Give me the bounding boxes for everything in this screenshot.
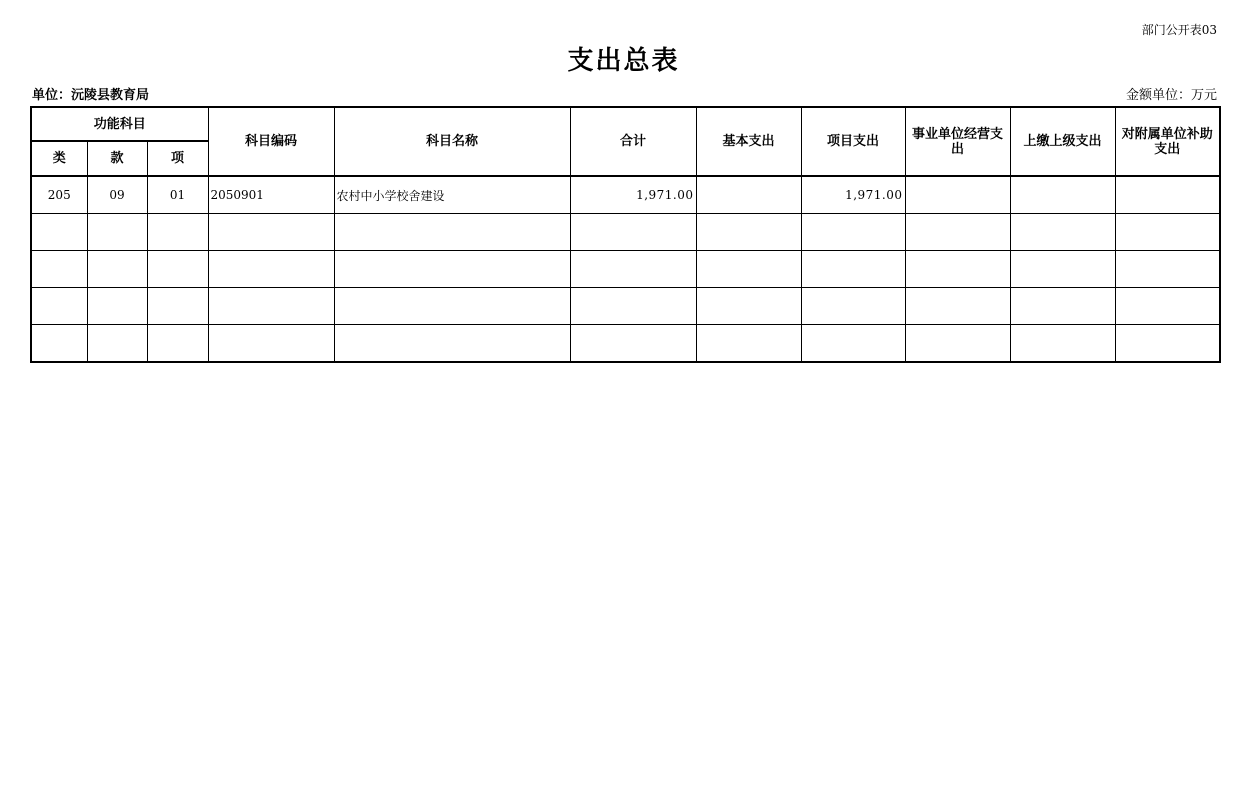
cell-name — [334, 325, 570, 363]
cell-name — [334, 251, 570, 288]
cell-lei: 205 — [31, 176, 87, 214]
cell-xiang — [147, 214, 208, 251]
header-xiang: 项 — [147, 141, 208, 176]
cell-kuan — [87, 325, 147, 363]
amount-unit-label: 金额单位：万元 — [1125, 88, 1217, 103]
cell-lei — [31, 325, 87, 363]
cell-xiang — [147, 251, 208, 288]
cell-code — [208, 251, 334, 288]
cell-code — [208, 325, 334, 363]
table-row — [31, 214, 1220, 251]
cell-basic — [696, 176, 801, 214]
cell-basic — [696, 288, 801, 325]
cell-basic — [696, 214, 801, 251]
cell-code — [208, 214, 334, 251]
cell-name — [334, 214, 570, 251]
cell-subsidiary — [1115, 251, 1220, 288]
cell-business — [905, 288, 1010, 325]
cell-project — [801, 325, 905, 363]
header-lei: 类 — [31, 141, 87, 176]
cell-business — [905, 214, 1010, 251]
page-title: 支出总表 — [567, 46, 680, 76]
cell-lei — [31, 251, 87, 288]
cell-business — [905, 251, 1010, 288]
cell-project: 1,971.00 — [801, 176, 905, 214]
cell-kuan — [87, 251, 147, 288]
form-code-label: 部门公开表03 — [1141, 23, 1217, 37]
cell-basic — [696, 325, 801, 363]
cell-total: 1,971.00 — [570, 176, 696, 214]
cell-code — [208, 288, 334, 325]
header-business-expenditure: 事业单位经营支出 — [905, 107, 1010, 176]
cell-project — [801, 251, 905, 288]
cell-subsidiary — [1115, 325, 1220, 363]
cell-name: 农村中小学校舍建设 — [334, 176, 570, 214]
table-row — [31, 251, 1220, 288]
cell-kuan — [87, 288, 147, 325]
cell-name — [334, 288, 570, 325]
cell-upper — [1010, 288, 1115, 325]
cell-upper — [1010, 251, 1115, 288]
cell-subsidiary — [1115, 176, 1220, 214]
cell-xiang — [147, 288, 208, 325]
header-function-subject: 功能科目 — [31, 107, 208, 141]
cell-lei — [31, 288, 87, 325]
header-project-expenditure: 项目支出 — [801, 107, 905, 176]
cell-xiang: 01 — [147, 176, 208, 214]
header-subject-name: 科目名称 — [334, 107, 570, 176]
cell-total — [570, 325, 696, 363]
cell-subsidiary — [1115, 214, 1220, 251]
header-upper-payment: 上缴上级支出 — [1010, 107, 1115, 176]
cell-subsidiary — [1115, 288, 1220, 325]
cell-project — [801, 288, 905, 325]
cell-total — [570, 214, 696, 251]
table-row — [31, 288, 1220, 325]
cell-kuan: 09 — [87, 176, 147, 214]
table-body — [31, 176, 1220, 362]
cell-upper — [1010, 214, 1115, 251]
cell-project — [801, 214, 905, 251]
cell-business — [905, 325, 1010, 363]
cell-code: 2050901 — [208, 176, 334, 214]
cell-upper — [1010, 325, 1115, 363]
expenditure-table — [30, 106, 1221, 363]
table-row — [31, 325, 1220, 363]
cell-total — [570, 288, 696, 325]
cell-basic — [696, 251, 801, 288]
cell-xiang — [147, 325, 208, 363]
table-header — [31, 107, 1220, 176]
cell-kuan — [87, 214, 147, 251]
cell-lei — [31, 214, 87, 251]
header-subsidiary-subsidy: 对附属单位补助支出 — [1115, 107, 1220, 176]
header-subject-code: 科目编码 — [208, 107, 334, 176]
table-row — [31, 176, 1220, 214]
cell-upper — [1010, 176, 1115, 214]
header-total: 合计 — [570, 107, 696, 176]
header-kuan: 款 — [87, 141, 147, 176]
cell-business — [905, 176, 1010, 214]
unit-label: 单位：沅陵县教育局 — [32, 88, 150, 103]
cell-total — [570, 251, 696, 288]
header-basic-expenditure: 基本支出 — [696, 107, 801, 176]
